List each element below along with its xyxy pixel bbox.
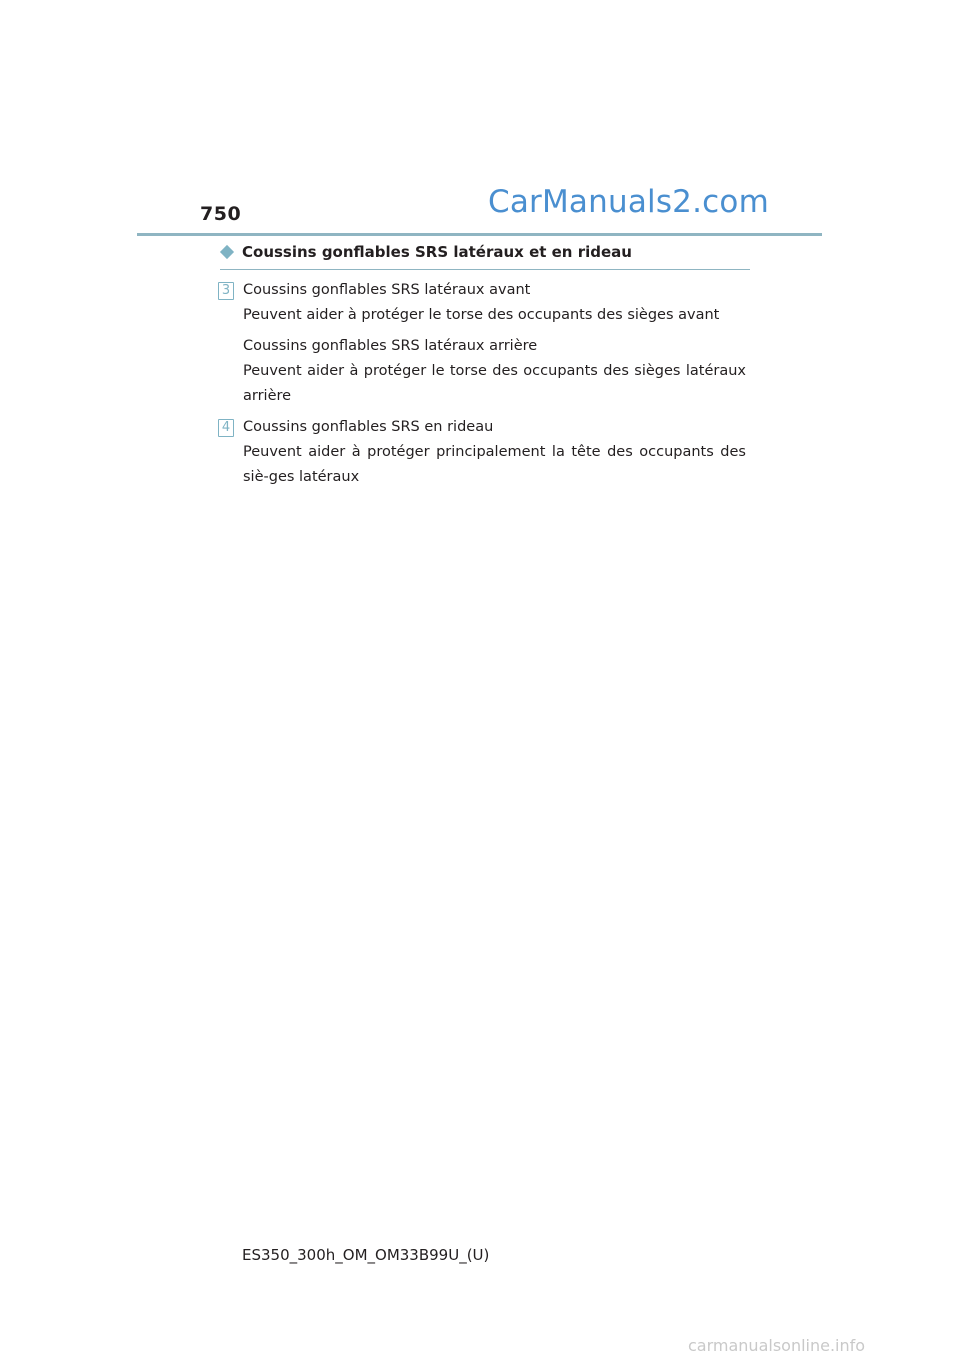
item-number-badge: 4 <box>218 419 234 437</box>
document-code-footer: ES350_300h_OM_OM33B99U_(U) <box>242 1246 490 1264</box>
page-number: 750 <box>200 203 242 225</box>
section-heading-text: Coussins gonflables SRS latéraux et en rideau <box>242 243 632 261</box>
item-title: Coussins gonflables SRS en rideau <box>243 419 494 435</box>
item-number-badge: 3 <box>218 282 234 300</box>
item-description: Peuvent aider à protéger le torse des occupants des sièges avant <box>243 307 720 323</box>
item-description: Peuvent aider à protéger le torse des occupants des sièges latéraux arrière <box>243 363 746 404</box>
item-title: Coussins gonflables SRS latéraux arrière <box>243 338 538 354</box>
list-item <box>243 334 746 409</box>
diamond-bullet-icon <box>220 245 234 259</box>
bottom-watermark: carmanualsonline.info <box>688 1336 866 1355</box>
header-divider <box>137 233 822 236</box>
item-description: Peuvent aider à protéger principalement la tête des occupants des siè-ges latéraux <box>243 444 746 485</box>
watermark-logo: CarManuals2.com <box>488 184 769 220</box>
list-item <box>243 415 746 490</box>
section-heading <box>220 243 750 270</box>
item-title: Coussins gonflables SRS latéraux avant <box>243 282 531 298</box>
list-item <box>243 278 746 328</box>
